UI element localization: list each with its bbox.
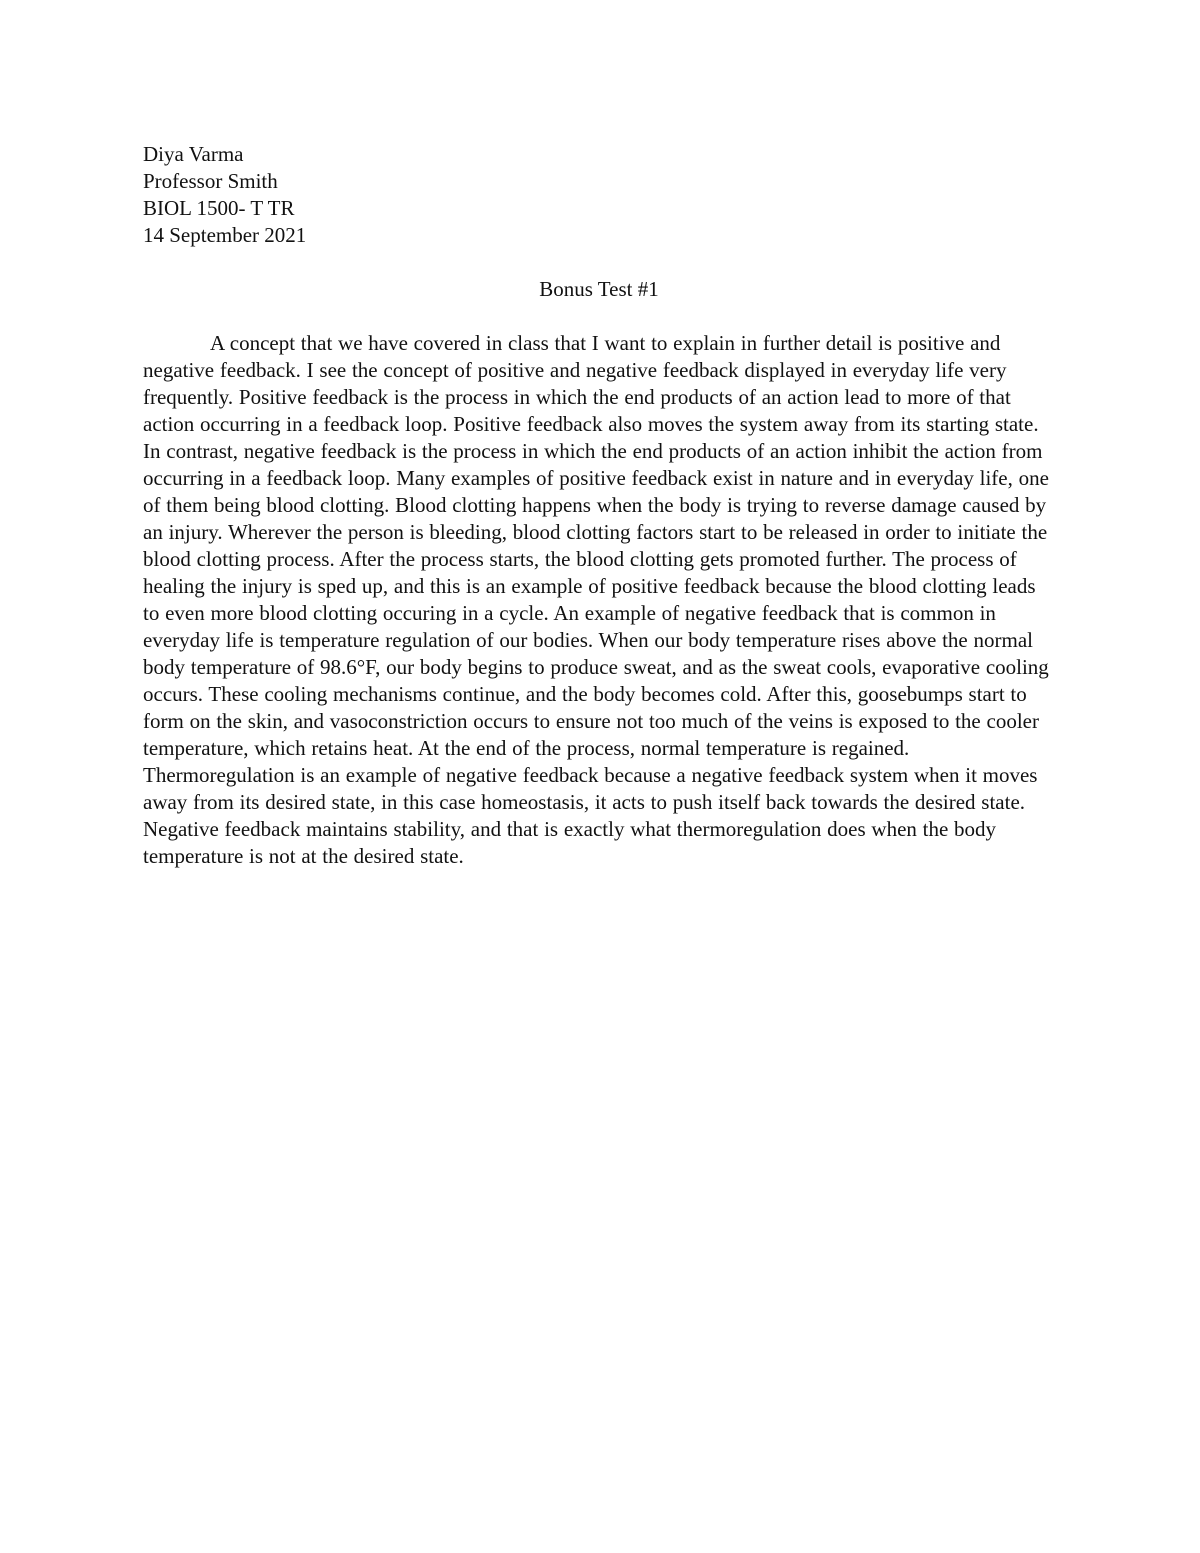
mla-heading xyxy=(143,141,1055,249)
document-title: Bonus Test #1 xyxy=(539,277,659,301)
student-name: Diya Varma xyxy=(143,142,244,166)
course-name: BIOL 1500- T TR xyxy=(143,196,295,220)
document-content xyxy=(143,141,1055,870)
document-date: 14 September 2021 xyxy=(143,223,307,247)
body-paragraph: A concept that we have covered in class that I want to explain in further detail is positive and negative feedback. I see the concept of positive and negative feedback displayed in everyday life very frequently. Positive feedback is the process in which the end products of an action lead to more of that action occurring in a feedback loop. Positive feedback also moves the system away from its starting state. In contrast, negative feedback is the process in which the end products of an action inhibit the action from occurring in a feedback loop. Many examples of positive feedback exist in nature and in everyday life, one of them being blood clotting. Blood clotting happens when the body is trying to reverse damage caused by an injury. Wherever the person is bleeding, blood clotting factors start to be released in order to initiate the blood clotting process. After the process starts, the blood clotting gets promoted further. The process of healing the injury is sped up, and this is an example of positive feedback because the blood clotting leads to even more blood clotting occuring in a cycle. An example of negative feedback that is common in everyday life is temperature regulation of our bodies. When our body temperature rises above the normal body temperature of 98.6°F, our body begins to produce sweat, and as the sweat cools, evaporative cooling occurs. These cooling mechanisms continue, and the body becomes cold. After this, goosebumps start to form on the skin, and vasoconstriction occurs to ensure not too much of the veins is exposed to the cooler temperature, which retains heat. At the end of the process, normal temperature is regained. Thermoregulation is an example of negative feedback because a negative feedback system when it moves away from its desired state, in this case homeostasis, it acts to push itself back towards the desired state. Negative feedback maintains stability, and that is exactly what thermoregulation does when the body temperature is not at the desired state. xyxy=(143,331,1049,868)
instructor-name: Professor Smith xyxy=(143,169,278,193)
